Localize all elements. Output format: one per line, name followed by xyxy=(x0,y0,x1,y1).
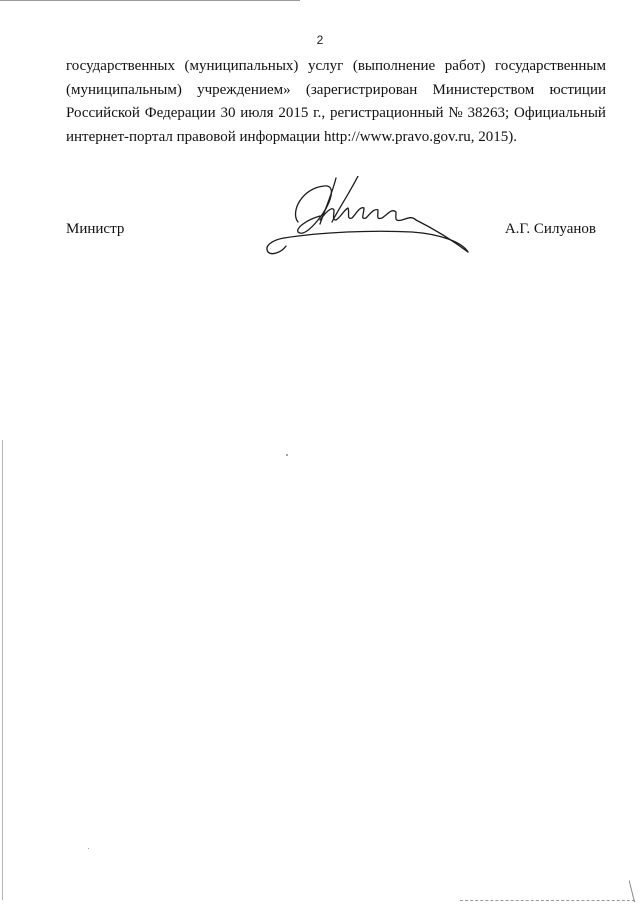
body-line xyxy=(66,126,606,150)
word: работ) xyxy=(444,58,486,74)
word: (муниципальных) xyxy=(184,58,299,74)
body-line xyxy=(66,102,606,126)
word: июля xyxy=(240,105,274,121)
signer-name: А.Г. Силуанов xyxy=(504,221,596,237)
word: регистрационный xyxy=(329,105,444,121)
page-number: 2 xyxy=(316,33,324,47)
body-line-text: интернет-портал правовой информации http://www.pravo.gov.ru, 2015). xyxy=(66,128,517,145)
word: государственных xyxy=(66,58,175,74)
word: Официальный xyxy=(514,105,606,121)
scan-edge-bottom xyxy=(460,900,635,901)
scan-speck xyxy=(286,454,288,456)
scan-speck xyxy=(88,848,89,849)
word: (зарегистрирован xyxy=(305,81,418,98)
scan-edge-top xyxy=(0,0,300,1)
word: учреждением» xyxy=(197,81,291,98)
word: Федерации xyxy=(144,105,216,121)
body-line xyxy=(66,79,606,103)
word: государственным xyxy=(495,58,606,74)
word: (муниципальным) xyxy=(66,81,182,98)
word: г., xyxy=(313,105,326,121)
word: юстиции xyxy=(549,81,606,98)
handwritten-signature xyxy=(262,176,474,262)
signer-position: Министр xyxy=(66,221,125,237)
word: (выполнение xyxy=(352,58,436,74)
word: Российской xyxy=(66,105,140,121)
body-paragraph xyxy=(66,55,606,149)
word: Министерством xyxy=(432,81,535,98)
word: услуг xyxy=(307,58,344,74)
word: № xyxy=(448,105,463,121)
word: 2015 xyxy=(278,105,309,121)
scan-edge-left xyxy=(2,440,3,900)
scan-edge-right xyxy=(629,881,635,903)
word: 30 xyxy=(220,105,236,121)
word: 38263; xyxy=(467,105,510,121)
body-line xyxy=(66,55,606,79)
